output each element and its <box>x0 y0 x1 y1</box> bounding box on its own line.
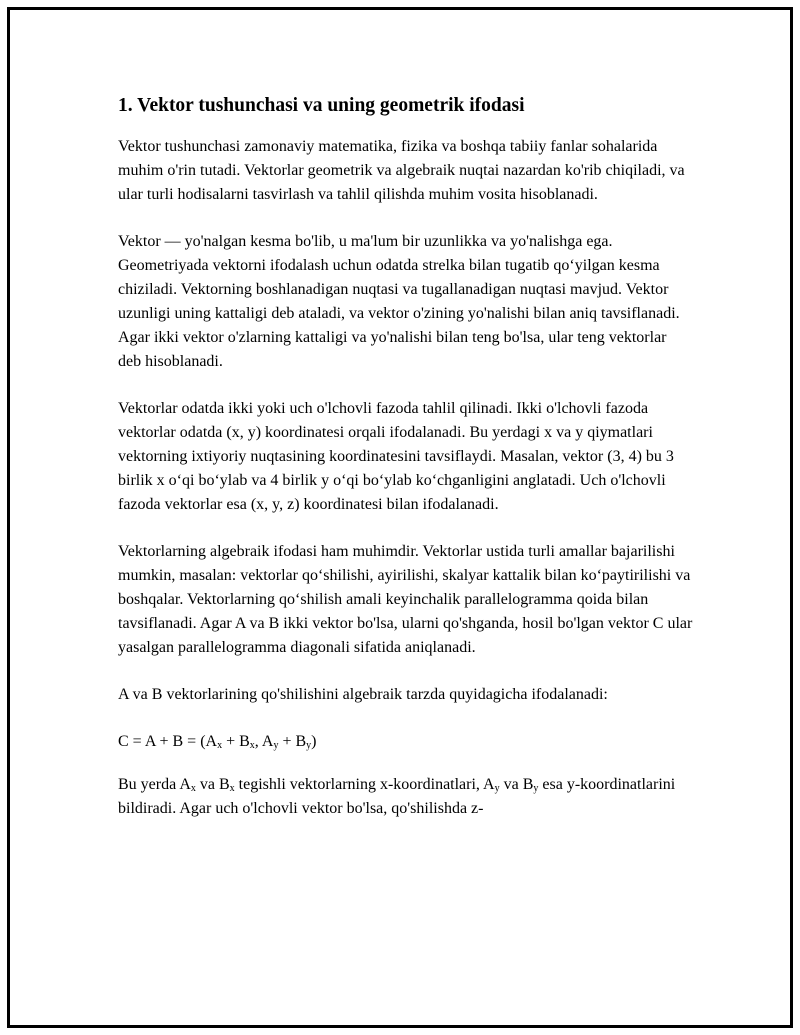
section-heading: 1. Vektor tushunchasi va uning geometrik ifodasi <box>118 95 525 116</box>
paragraph-coordinates: Vektorlar odatda ikki yoki uch o'lchovli fazoda tahlil qilinadi. Ikki o'lchovli fazoda vektorlar odatda (x, y) koordinatesi orqali ifodalanadi. Bu yerdagi x va y qiymatlari vektorning ixtiyoriy nuqtasining koordinatesini tavsiflaydi. Masalan, vektor (3, 4) bu 3 birlik x o‘qi bo‘ylab va 4 birlik y o‘qi bo‘ylab ko‘chganligini anglatadi. Uch o'lchovli fazoda vektorlar esa (x, y, z) koordinatesi bilan ifodalanadi. <box>118 400 674 513</box>
paragraph-algebraic: Vektorlarning algebraik ifodasi ham muhimdir. Vektorlar ustida turli amallar bajarilishi mumkin, masalan: vektorlar qo‘shilishi, ayirilishi, skalyar kattalik bilan ko‘paytirilishi va boshqalar. Vektorlarning qo‘shilish amali keyinchalik parallelogramma qoida bilan tavsiflanadi. Agar A va B ikki vektor bo'lsa, ularni qo'shganda, hosil bo'lgan vektor C ular yasalgan parallelogramma diagonali sifatida aniqlanadi. <box>118 543 693 656</box>
document-body <box>118 92 693 844</box>
paragraph-definition: Vektor — yo'nalgan kesma bo'lib, u ma'lum bir uzunlikka va yo'nalishga ega. Geometriyada vektorni ifodalash uchun odatda strelka bilan tugatib qo‘yilgan kesma chiziladi. Vektorning boshlanadigan nuqtasi va tugallanadigan nuqtasi mavjud. Vektor uzunligi uning kattaligi deb ataladi, va vektor o'zining yo'nalishi bilan aniq tavsiflanadi. Agar ikki vektor o'zlarning kattaligi va yo'nalishi bilan teng bo'lsa, ular teng vektorlar deb hisoblanadi. <box>118 233 680 370</box>
addition-formula: $C = A + B = (A_x + B_x$, $A_y + B_y$) <box>118 733 317 751</box>
paragraph-addition-intro: A va B vektorlarining qo'shilishini algebraik tarzda quyidagicha ifodalanadi: <box>118 686 608 703</box>
paragraph-intro: Vektor tushunchasi zamonaviy matematika, fizika va boshqa tabiiy fanlar sohalarida muhim o'rin tutadi. Vektorlar geometrik va algebraik nuqtai nazardan ko'rib chiqiladi, va ular turli hodisalarni tasvirlash va tahlil qilishda muhim vosita hisoblanadi. <box>118 138 685 203</box>
paragraph-explanation: Bu yerda $A_x$ va $B_x$ tegishli vektorlarning x-koordinatlari, $A_y$ va $B_y$ esa y-koordinatlarini bildiradi. Agar uch o'lchovli vektor bo'lsa, qo'shilishda z- <box>118 776 676 817</box>
